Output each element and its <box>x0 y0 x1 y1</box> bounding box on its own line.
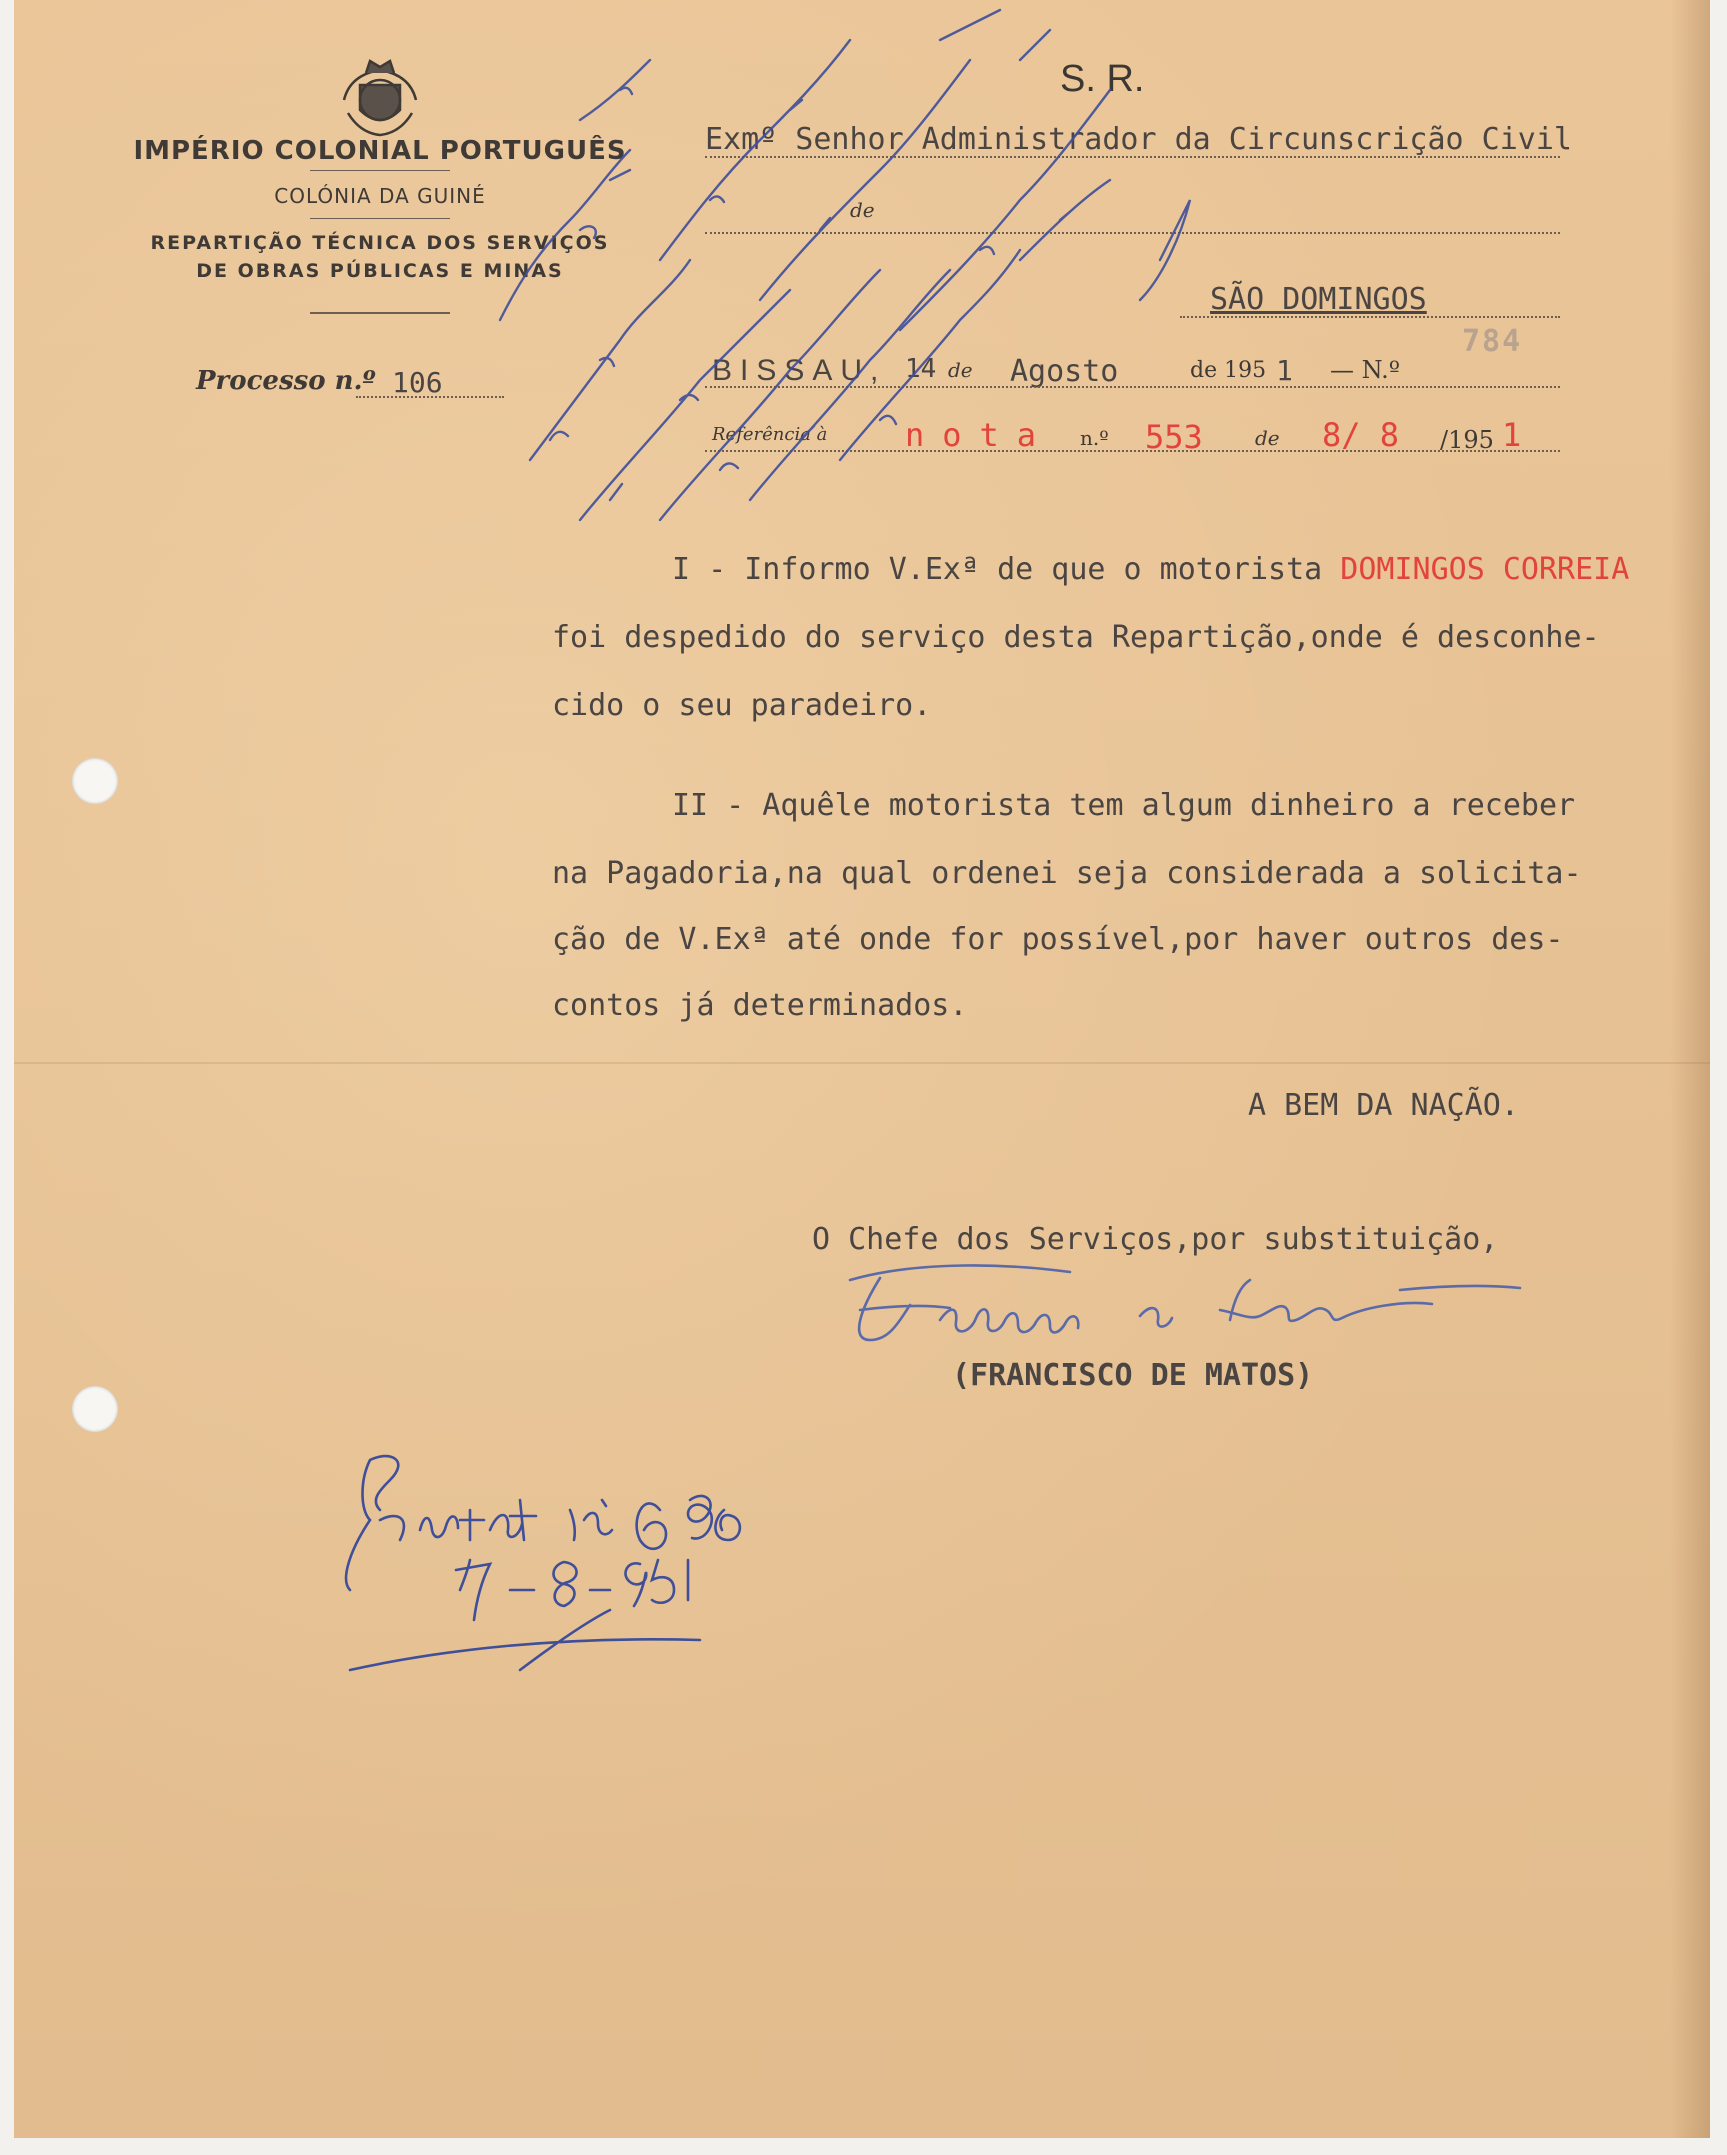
dateline-number: 784 <box>1462 324 1523 359</box>
body-paragraph-2-line-3: ção de V.Exª até onde for possível,por haver outros des- <box>552 922 1564 957</box>
coat-of-arms-icon <box>330 55 430 140</box>
body-paragraph-2-line-2: na Pagadoria,na qual ordenei seja considerada a solicita- <box>552 856 1582 891</box>
recipient-de-label: de <box>850 198 875 222</box>
recipient-location: SÃO DOMINGOS <box>1210 282 1427 317</box>
reference-year-label: /195 <box>1440 426 1494 454</box>
location-dotted-line <box>1180 316 1560 318</box>
body-paragraph-2-line-1: II - Aquêle motorista tem algum dinheiro a receber <box>672 788 1576 823</box>
dateline-year-end: 1 <box>1276 354 1293 387</box>
reference-date: 8/ 8 <box>1322 416 1400 454</box>
dateline-day: 14 <box>905 354 937 384</box>
fold-line <box>14 1062 1710 1064</box>
reference-number: 553 <box>1145 418 1203 456</box>
letterhead-rule <box>310 312 450 314</box>
handwritten-annotation-icon <box>460 0 1220 560</box>
punch-hole-lower <box>72 1386 118 1432</box>
letterhead-department-line1: REPARTIÇÃO TÉCNICA DOS SERVIÇOS <box>150 232 610 254</box>
reference-doc-type: nota <box>905 416 1055 454</box>
closing-salutation: A BEM DA NAÇÃO. <box>1248 1088 1519 1123</box>
reference-number-label: n.º <box>1080 426 1109 450</box>
recipient-line: Exmº Senhor Administrador da Circunscrição Civil <box>705 122 1572 157</box>
dateline-month: Agosto <box>1010 354 1119 389</box>
punch-hole-upper <box>72 758 118 804</box>
processo-label: Processo n.º <box>196 366 376 396</box>
signatory-name: (FRANCISCO DE MATOS) <box>952 1358 1314 1393</box>
dateline-de-label: de <box>948 358 973 382</box>
reference-year-end: 1 <box>1502 416 1522 454</box>
letterhead-rule <box>310 218 450 219</box>
page-edge-shadow <box>1670 0 1710 2138</box>
body-paragraph-1-prefix: I - Informo V.Exª de que o motorista <box>672 552 1341 587</box>
reference-label: Referência à <box>712 424 828 445</box>
body-paragraph-2-line-4: contos já determinados. <box>552 988 968 1023</box>
driver-name: DOMINGOS CORREIA <box>1340 552 1630 587</box>
entry-registration-note-icon <box>340 1440 800 1680</box>
body-paragraph-1-line-3: cido o seu paradeiro. <box>552 688 932 723</box>
signature-title: O Chefe dos Serviços,por substituição, <box>812 1222 1499 1257</box>
dateline-year-label: de 195 <box>1190 358 1267 383</box>
processo-number: 106 <box>392 366 443 399</box>
letterhead-empire: IMPÉRIO COLONIAL PORTUGUÊS <box>133 136 627 166</box>
letterhead-rule <box>310 170 450 171</box>
classification-mark: S. R. <box>1060 58 1145 100</box>
letterhead-department-line2: DE OBRAS PÚBLICAS E MINAS <box>196 260 564 282</box>
dateline-city: BISSAU, <box>712 354 887 387</box>
dateline-number-label: — N.º <box>1330 356 1401 384</box>
reference-de-label: de <box>1255 426 1280 450</box>
signature-scrawl-icon <box>840 1250 1540 1360</box>
body-paragraph-1-line-2: foi despedido do serviço desta Repartição,onde é desconhe- <box>552 620 1600 655</box>
letterhead-colony: COLÓNIA DA GUINÉ <box>274 184 486 208</box>
